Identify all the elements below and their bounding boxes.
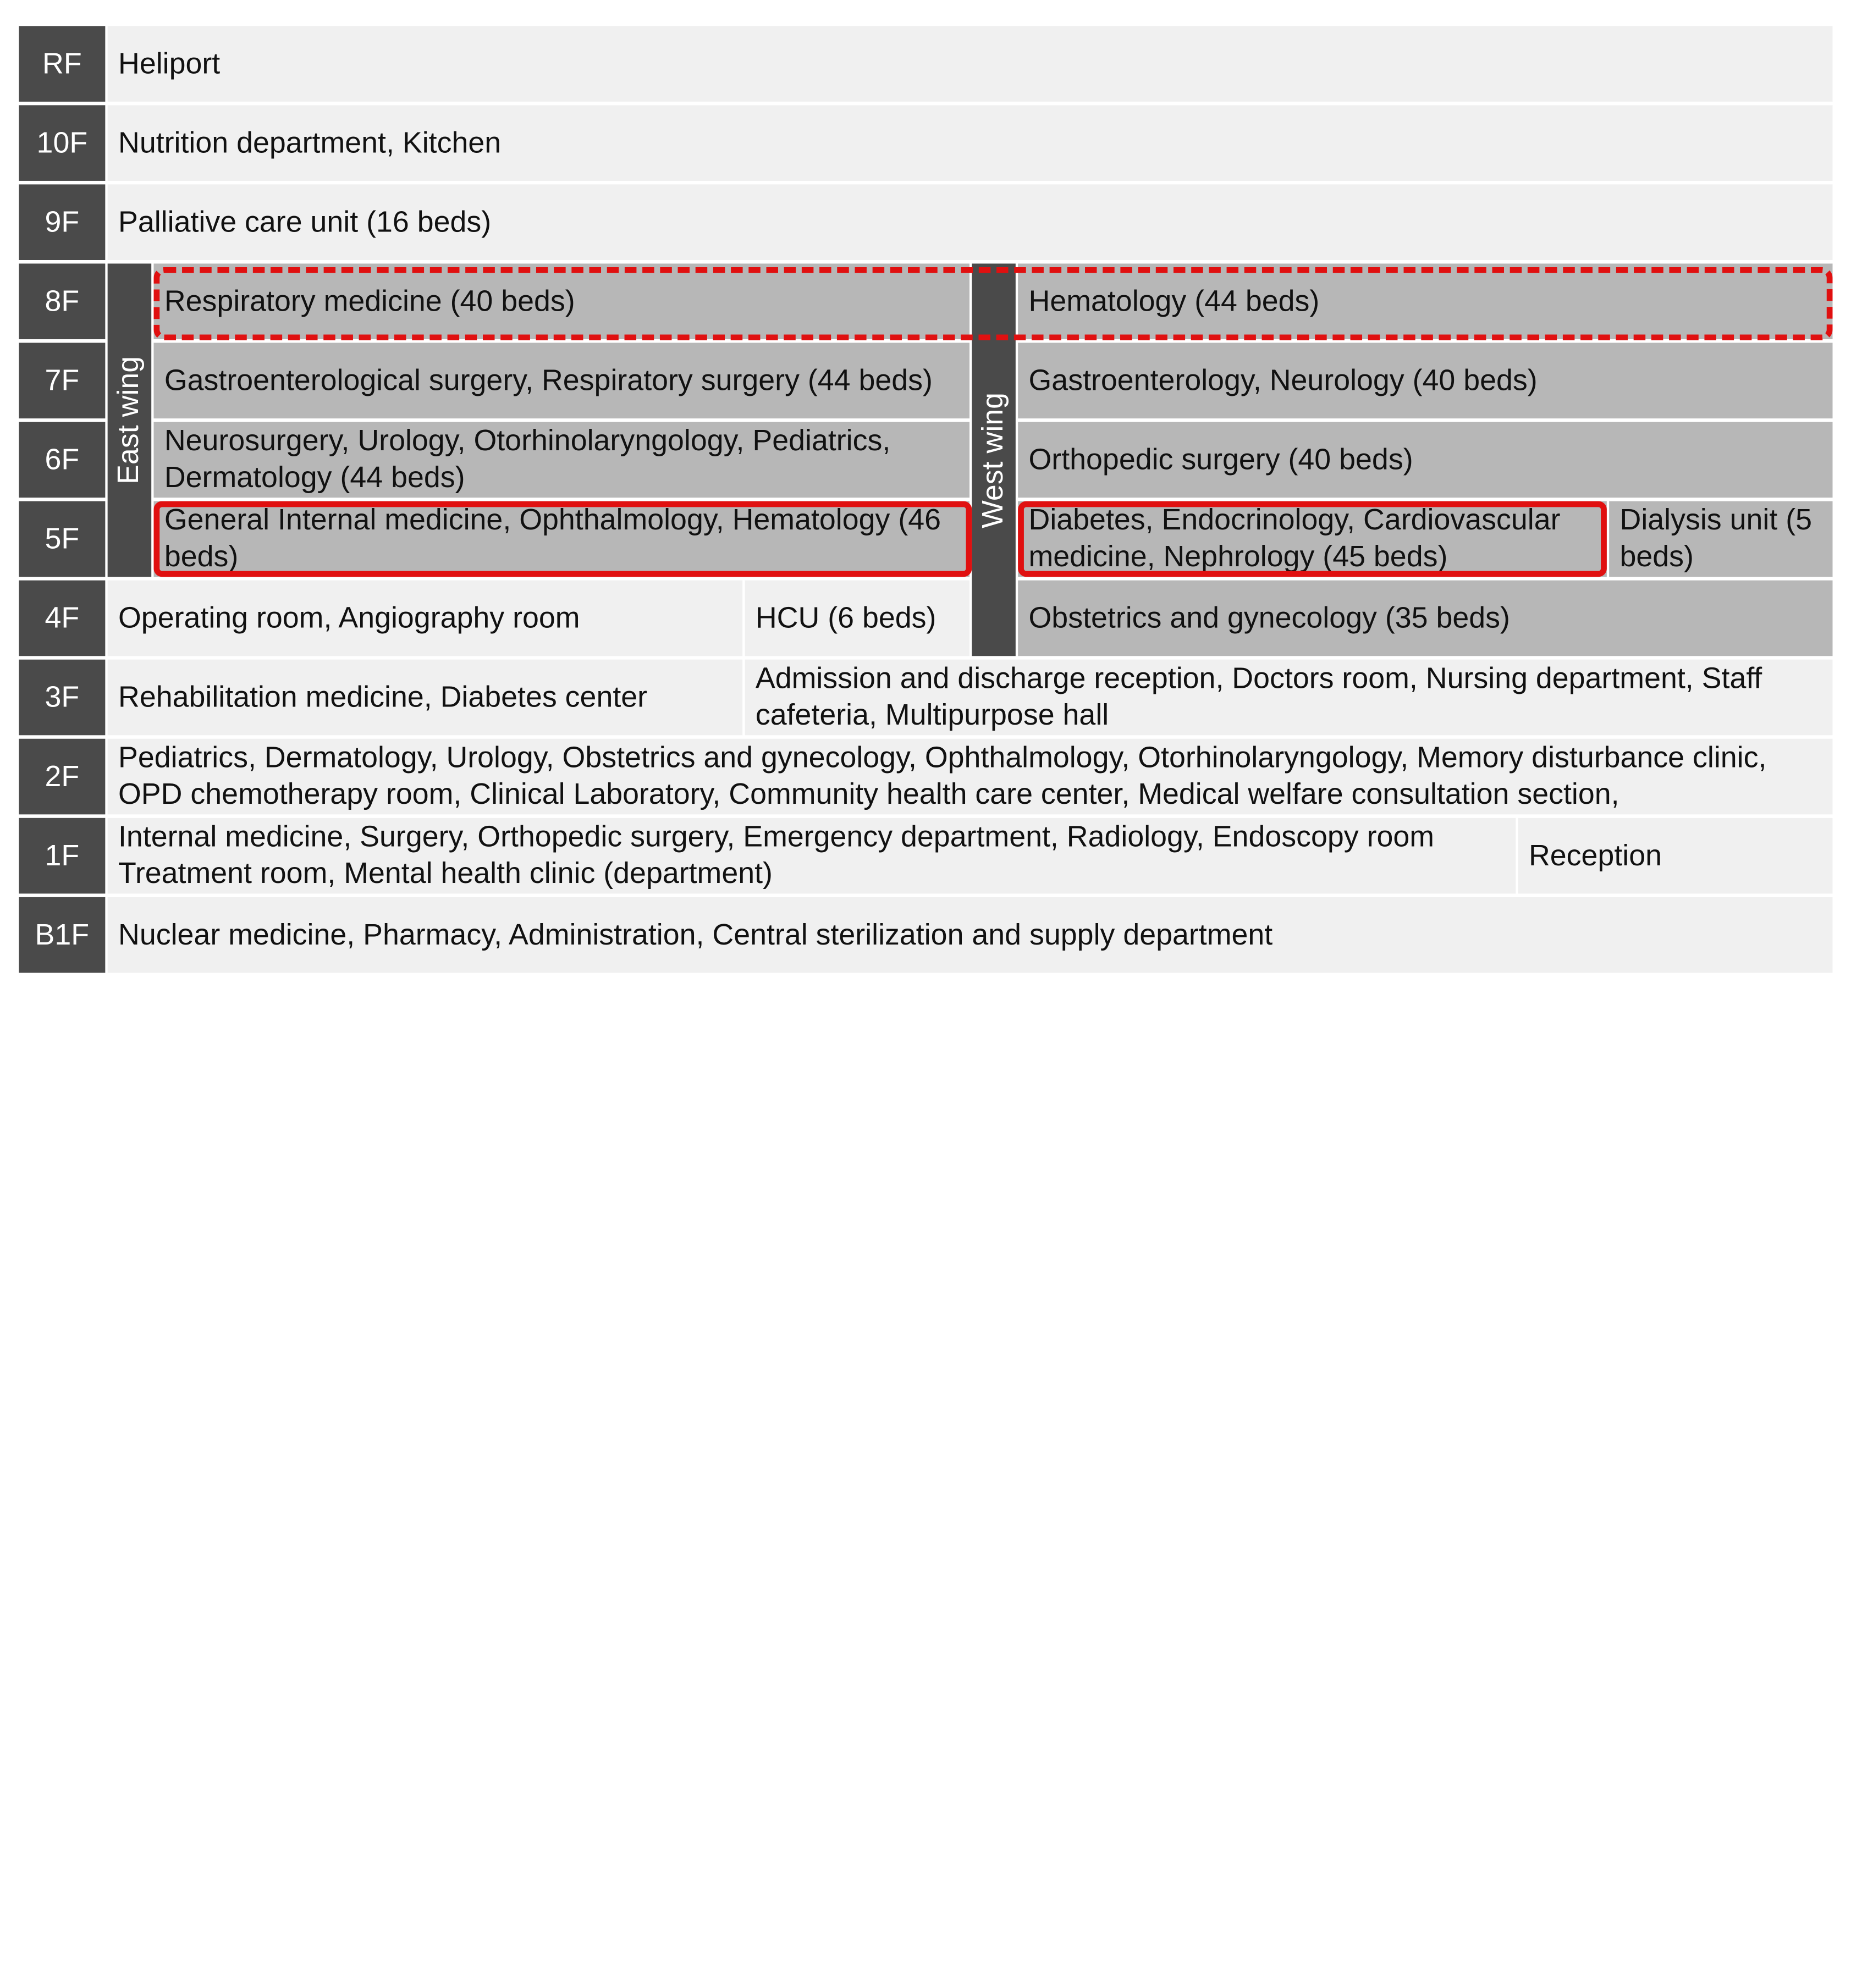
floor-label-7f: 7F xyxy=(19,343,105,419)
floor-label-rf: RF xyxy=(19,26,105,102)
4f-operating-room: Operating room, Angiography room xyxy=(108,581,743,656)
6f-west-ward: Orthopedic surgery (40 beds) xyxy=(1018,422,1832,498)
9f-palliative-care: Palliative care unit (16 beds) xyxy=(108,184,1833,260)
8f-east-ward: Respiratory medicine (40 beds) xyxy=(154,263,970,339)
rf-heliport: Heliport xyxy=(108,26,1833,102)
floor-label-3f: 3F xyxy=(19,660,105,736)
b1f-services: Nuclear medicine, Pharmacy, Administration, Central sterilization and supply department xyxy=(108,897,1833,973)
7f-east-ward: Gastroenterological surgery, Respiratory surgery (44 beds) xyxy=(154,343,970,419)
floor-label-9f: 9F xyxy=(19,184,105,260)
5f-dialysis-unit: Dialysis unit (5 beds) xyxy=(1609,501,1832,577)
1f-outpatient-departments: Internal medicine, Surgery, Orthopedic surgery, Emergency department, Radiology, Endoscopy room Treatment room, Mental health clinic (department) xyxy=(108,818,1516,894)
floor-label-8f: 8F xyxy=(19,263,105,339)
5f-east-ward: General Internal medicine, Ophthalmology, Hematology (46 beds) xyxy=(154,501,970,577)
3f-rehabilitation: Rehabilitation medicine, Diabetes center xyxy=(108,660,743,736)
floor-label-2f: 2F xyxy=(19,739,105,815)
east-wing-label: East wing xyxy=(108,263,152,577)
5f-west-ward: Diabetes, Endocrinology, Cardiovascular medicine, Nephrology (45 beds) xyxy=(1018,501,1607,577)
1f-reception: Reception xyxy=(1518,818,1833,894)
floor-label-b1f: B1F xyxy=(19,897,105,973)
7f-west-ward: Gastroenterology, Neurology (40 beds) xyxy=(1018,343,1832,419)
10f-nutrition: Nutrition department, Kitchen xyxy=(108,105,1833,181)
4f-west-ward: Obstetrics and gynecology (35 beds) xyxy=(1018,581,1832,656)
3f-admission-reception: Admission and discharge reception, Doctors room, Nursing department, Staff cafeteria, Multipurpose hall xyxy=(745,660,1833,736)
floor-label-10f: 10F xyxy=(19,105,105,181)
floor-label-1f: 1F xyxy=(19,818,105,894)
floor-label-6f: 6F xyxy=(19,422,105,498)
floor-label-4f: 4F xyxy=(19,581,105,656)
2f-outpatient-departments: Pediatrics, Dermatology, Urology, Obstetrics and gynecology, Ophthalmology, Otorhinolaryngology, Memory disturbance clinic, OPD chemotherapy room, Clinical Laboratory, Community health care center, Medical welfare consultation section, xyxy=(108,739,1833,815)
6f-east-ward: Neurosurgery, Urology, Otorhinolaryngology, Pediatrics, Dermatology (44 beds) xyxy=(154,422,970,498)
4f-hcu: HCU (6 beds) xyxy=(745,581,970,656)
floor-label-5f: 5F xyxy=(19,501,105,577)
west-wing-label: West wing xyxy=(972,263,1016,656)
8f-west-ward: Hematology (44 beds) xyxy=(1018,263,1832,339)
